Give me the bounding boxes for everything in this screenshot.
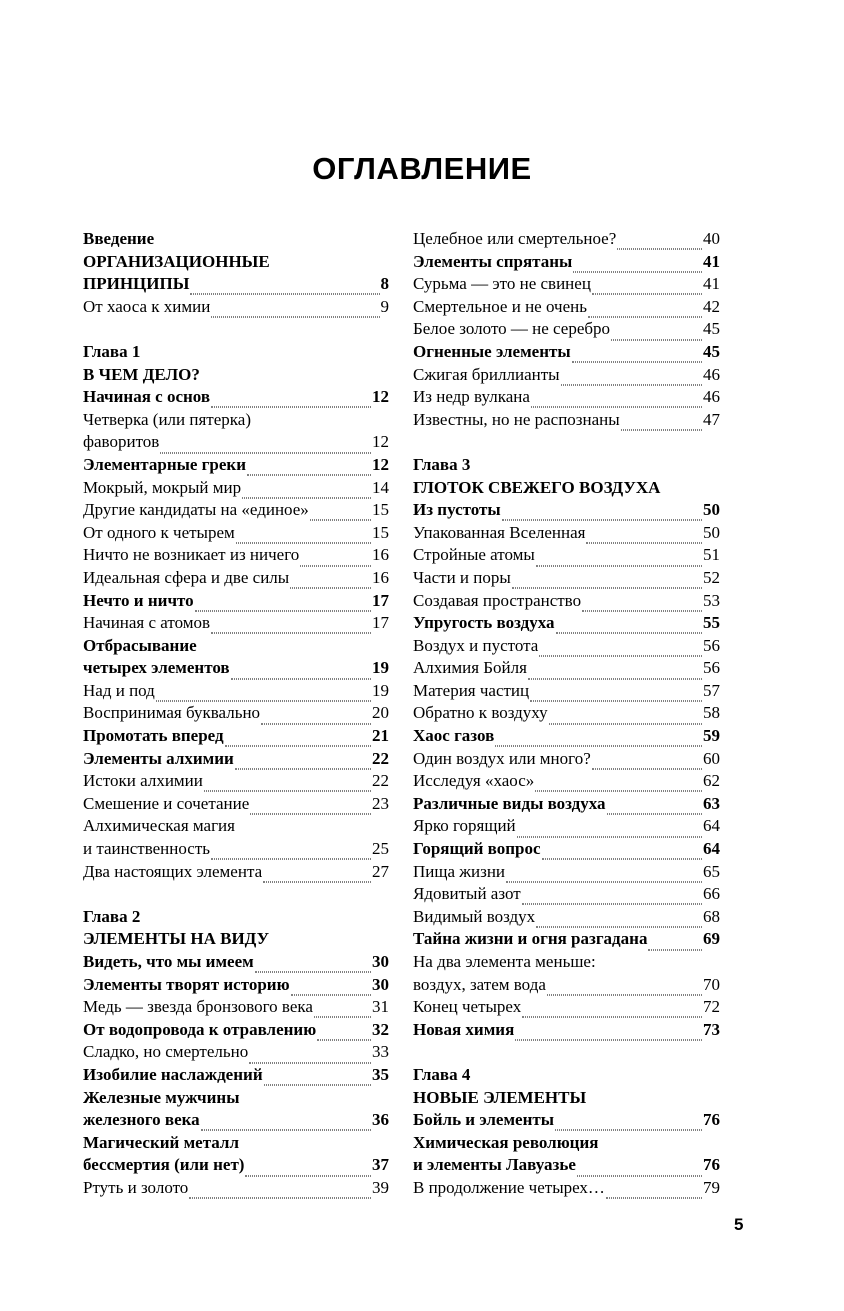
toc-entry[interactable]: [83, 793, 389, 816]
toc-entry[interactable]: [413, 273, 720, 296]
toc-entry-title: Сурьма — это не свинец: [413, 274, 591, 294]
toc-entry-page: 16: [372, 545, 389, 565]
toc-entry[interactable]: [413, 770, 720, 793]
toc-entry-page: 76: [703, 1155, 720, 1175]
dot-leader: [530, 688, 702, 701]
toc-entry-page: 9: [380, 296, 389, 316]
dot-leader: [547, 982, 702, 995]
toc-entry-title: Видеть, что мы имеем: [83, 952, 254, 971]
dot-leader: [264, 1072, 371, 1085]
toc-entry[interactable]: [413, 228, 720, 251]
dot-leader: [528, 666, 702, 679]
toc-entry-page: 27: [372, 861, 389, 881]
dot-leader: [201, 1118, 371, 1131]
toc-entry[interactable]: [83, 680, 389, 703]
toc-entry[interactable]: [83, 657, 389, 680]
toc-heading: Глава 4: [413, 1064, 471, 1084]
toc-entry-title: Видимый воздух: [413, 906, 536, 926]
toc-entry-title: Белое золото — не серебро: [413, 319, 611, 339]
dot-leader: [261, 711, 371, 724]
toc-entry[interactable]: [83, 273, 389, 296]
toc-entry-page: 65: [703, 861, 720, 881]
toc-entry-title: Тайна жизни и огня разгадана: [413, 929, 648, 949]
toc-entry-title: Начиная с основ: [83, 387, 211, 407]
toc-entry-page: 72: [703, 997, 720, 1017]
toc-entry[interactable]: [413, 1019, 720, 1042]
toc-entry[interactable]: [83, 544, 389, 567]
toc-heading: Введение: [83, 229, 155, 248]
toc-column-right: [413, 228, 720, 1200]
dot-leader: [211, 847, 371, 860]
toc-entry-title: и элементы Лавуазье: [413, 1155, 576, 1175]
toc-entry[interactable]: [83, 454, 389, 477]
toc-entry-title: Бойль и элементы: [413, 1110, 555, 1130]
toc-entry[interactable]: [83, 725, 389, 748]
toc-entry-page: 39: [372, 1177, 389, 1197]
toc-entry[interactable]: [413, 364, 720, 387]
dot-leader: [606, 1185, 702, 1198]
toc-entry-page: 57: [703, 680, 720, 700]
toc-heading: Глава 3: [413, 454, 471, 474]
toc-entry-page: 59: [703, 726, 720, 746]
dot-leader: [586, 530, 702, 543]
toc-entry-title: Промотать вперед: [83, 726, 224, 746]
toc-entry-title: Изобилие наслаждений: [83, 1064, 263, 1084]
toc-entry[interactable]: [413, 906, 720, 929]
toc-entry-title: Конец четырех: [413, 997, 522, 1017]
toc-entry[interactable]: [83, 386, 389, 409]
dot-leader: [515, 1027, 702, 1040]
toc-entry-title: Горящий вопрос: [413, 839, 541, 859]
toc-entry-page: 30: [372, 952, 389, 971]
toc-entry-page: 50: [703, 500, 720, 520]
toc-entry-title: Из пустоты: [413, 500, 501, 520]
toc-entry-page: 16: [372, 567, 389, 587]
toc-entry-page: 46: [703, 387, 720, 407]
toc-entry[interactable]: [413, 680, 720, 703]
toc-entry-title: Обратно к воздуху: [413, 703, 548, 723]
dot-leader: [290, 575, 371, 588]
toc-entry[interactable]: [413, 590, 720, 613]
toc-entry-page: 70: [703, 974, 720, 994]
toc-entry[interactable]: [413, 296, 720, 319]
toc-entry[interactable]: [413, 815, 720, 838]
dot-leader: [577, 1163, 702, 1176]
toc-entry-title: Известны, но не распознаны: [413, 409, 620, 429]
toc-entry[interactable]: [413, 974, 720, 997]
toc-entry-title: От хаоса к химии: [83, 296, 211, 316]
toc-entry[interactable]: [413, 838, 720, 861]
dot-leader: [561, 372, 702, 385]
toc-entry-title: Хаос газов: [413, 726, 495, 746]
toc-heading: Глава 2: [83, 906, 141, 926]
toc-entry-page: 52: [703, 567, 720, 587]
dot-leader: [582, 598, 702, 611]
toc-entry[interactable]: [83, 838, 389, 861]
toc-entry[interactable]: [413, 861, 720, 884]
toc-entry-title: и таинственность: [83, 839, 211, 859]
toc-spacer: [413, 1041, 720, 1064]
toc-entry[interactable]: [413, 1154, 720, 1177]
toc-entry[interactable]: [413, 1109, 720, 1132]
toc-entry-page: 69: [703, 929, 720, 949]
dot-leader: [522, 892, 702, 905]
toc-entry-page: 20: [372, 703, 389, 723]
toc-entry-page: 19: [372, 658, 389, 678]
toc-heading: Магический металл: [83, 1132, 239, 1152]
dot-leader: [549, 711, 702, 724]
dot-leader: [310, 508, 371, 521]
dot-leader: [195, 598, 371, 611]
toc-entry-title: Стройные атомы: [413, 545, 535, 565]
toc-entry[interactable]: [413, 725, 720, 748]
dot-leader: [247, 462, 371, 475]
toc-entry-page: 12: [372, 432, 389, 452]
toc-entry[interactable]: [413, 748, 720, 771]
toc-entry-page: 64: [703, 839, 720, 859]
toc-entry-page: 31: [372, 997, 389, 1017]
toc-entry-title: четырех элементов: [83, 658, 230, 678]
toc-entry[interactable]: [413, 341, 720, 364]
toc-entry-page: 63: [703, 793, 720, 813]
toc-entry[interactable]: [413, 318, 720, 341]
toc-entry-page: 45: [703, 341, 720, 361]
toc-entry[interactable]: [413, 996, 720, 1019]
toc-column-left: [83, 228, 389, 1200]
dot-leader: [556, 621, 702, 634]
toc-entry-title: Истоки алхимии: [83, 771, 203, 791]
dot-leader: [250, 801, 371, 814]
toc-entry-title: От водопровода к отравлению: [83, 1019, 317, 1039]
toc-entry-title: Новая химия: [413, 1019, 515, 1039]
toc-entry-title: Сжигая бриллианты: [413, 364, 560, 384]
dot-leader: [555, 1118, 702, 1131]
toc-entry-page: 41: [703, 274, 720, 294]
toc-heading: Железные мужчины: [83, 1087, 240, 1107]
toc-entry[interactable]: [413, 657, 720, 680]
dot-leader: [300, 553, 371, 566]
toc-entry-page: 41: [703, 251, 720, 271]
toc-entry-title: ПРИНЦИПЫ: [83, 274, 190, 294]
toc-entry-title: В продолжение четырех…: [413, 1177, 605, 1197]
toc-entry-page: 17: [372, 613, 389, 633]
toc-entry-page: 40: [703, 229, 720, 248]
toc-entry[interactable]: [83, 567, 389, 590]
toc-entry-page: 8: [380, 274, 389, 294]
toc-entry[interactable]: [413, 612, 720, 635]
toc-entry-title: Один воздух или много?: [413, 748, 591, 768]
toc-entry-page: 21: [372, 726, 389, 746]
toc-entry-title: Другие кандидаты на «единое»: [83, 500, 309, 520]
dot-leader: [314, 1005, 371, 1018]
toc-entry-page: 37: [372, 1155, 389, 1175]
toc-heading: НОВЫЕ ЭЛЕМЕНТЫ: [413, 1087, 587, 1107]
toc-entry-title: Элементы творят историю: [83, 974, 290, 994]
dot-leader: [245, 1163, 371, 1176]
dot-leader: [190, 282, 379, 295]
toc-entry-title: Ярко горящий: [413, 816, 516, 836]
toc-heading: Алхимическая магия: [83, 816, 235, 836]
toc-entry[interactable]: [83, 590, 389, 613]
dot-leader: [231, 666, 371, 679]
toc-entry-title: Материя частиц: [413, 680, 530, 700]
dot-leader: [317, 1027, 371, 1040]
dot-leader: [522, 1005, 702, 1018]
toc-entry-page: 17: [372, 590, 389, 610]
toc-entry[interactable]: [83, 748, 389, 771]
toc-entry[interactable]: [83, 522, 389, 545]
toc-entry[interactable]: [83, 1177, 389, 1200]
toc-entry[interactable]: [413, 928, 720, 951]
toc-entry-page: 64: [703, 816, 720, 836]
toc-entry[interactable]: [83, 1154, 389, 1177]
toc-entry[interactable]: [413, 567, 720, 590]
toc-entry[interactable]: [413, 251, 720, 274]
toc-entry-page: 22: [372, 748, 389, 768]
dot-leader: [512, 575, 702, 588]
dot-leader: [648, 937, 702, 950]
dot-leader: [160, 440, 371, 453]
toc-entry-title: Сладко, но смертельно: [83, 1042, 249, 1062]
dot-leader: [236, 530, 371, 543]
toc-entry-title: Алхимия Бойля: [413, 658, 527, 678]
toc-entry-title: Части и поры: [413, 567, 511, 587]
toc-entry-page: 23: [372, 793, 389, 813]
toc-entry[interactable]: [413, 522, 720, 545]
toc-entry-page: 51: [703, 545, 720, 565]
toc-entry-page: 56: [703, 635, 720, 655]
toc-entry[interactable]: [83, 477, 389, 500]
toc-entry-page: 35: [372, 1064, 389, 1084]
toc-entry[interactable]: [413, 635, 720, 658]
toc-entry-title: Пища жизни: [413, 861, 506, 881]
toc-entry-page: 60: [703, 748, 720, 768]
toc-entry-title: Медь — звезда бронзового века: [83, 997, 313, 1017]
toc-entry-page: 55: [703, 613, 720, 633]
toc-entry-page: 53: [703, 590, 720, 610]
toc-spacer: [83, 318, 389, 341]
toc-entry-page: 76: [703, 1110, 720, 1130]
toc-entry-page: 36: [372, 1110, 389, 1130]
toc-entry-title: Элементы спрятаны: [413, 251, 573, 271]
toc-entry-page: 15: [372, 522, 389, 542]
dot-leader: [242, 485, 371, 498]
dot-leader: [531, 395, 702, 408]
dot-leader: [189, 1185, 371, 1198]
toc-entry-title: Из недр вулкана: [413, 387, 530, 407]
dot-leader: [542, 847, 702, 860]
toc-entry[interactable]: [83, 431, 389, 454]
toc-entry-title: Смешение и сочетание: [83, 793, 250, 813]
toc-entry-title: фаворитов: [83, 432, 160, 452]
toc-entry-page: 14: [372, 477, 389, 497]
toc-entry-page: 42: [703, 296, 720, 316]
toc-entry-title: Целебное или смертельное?: [413, 229, 617, 248]
toc-entry-title: Ничто не возникает из ничего: [83, 545, 300, 565]
dot-leader: [611, 327, 702, 340]
toc-entry-title: Начиная с атомов: [83, 613, 211, 633]
dot-leader: [291, 982, 371, 995]
toc-entry-title: От одного к четырем: [83, 522, 235, 542]
toc-entry-page: 66: [703, 884, 720, 904]
toc-entry-title: Упругость воздуха: [413, 613, 555, 633]
toc-entry-page: 12: [372, 454, 389, 474]
toc-entry[interactable]: [413, 702, 720, 725]
toc-entry[interactable]: [83, 974, 389, 997]
page-number: 5: [734, 1215, 744, 1234]
toc-entry-page: 79: [703, 1177, 720, 1197]
toc-entry-page: 47: [703, 409, 720, 429]
dot-leader: [211, 621, 371, 634]
toc-entry-title: железного века: [83, 1110, 200, 1130]
toc-entry[interactable]: [413, 544, 720, 567]
toc-heading: Четверка (или пятерка): [83, 409, 251, 429]
toc-entry-page: 62: [703, 771, 720, 791]
toc-entry-title: Воспринимая буквально: [83, 703, 261, 723]
toc-entry-title: Два настоящих элемента: [83, 861, 263, 881]
toc-entry[interactable]: [413, 793, 720, 816]
dot-leader: [535, 779, 702, 792]
dot-leader: [592, 282, 702, 295]
dot-leader: [211, 304, 379, 317]
toc-entry-title: Идеальная сфера и две силы: [83, 567, 290, 587]
toc-entry-title: Над и под: [83, 680, 155, 700]
toc-entry-page: 12: [372, 387, 389, 407]
toc-entry-title: Исследуя «хаос»: [413, 771, 535, 791]
dot-leader: [502, 508, 702, 521]
toc-entry-page: 25: [372, 839, 389, 859]
dot-leader: [573, 259, 702, 272]
dot-leader: [225, 734, 371, 747]
toc-entry-page: 32: [372, 1019, 389, 1039]
dot-leader: [249, 1050, 371, 1063]
toc-entry-page: 68: [703, 906, 720, 926]
dot-leader: [536, 914, 702, 927]
toc-entry-page: 56: [703, 658, 720, 678]
dot-leader: [607, 801, 702, 814]
toc-entry[interactable]: [413, 1177, 720, 1200]
dot-leader: [592, 756, 702, 769]
toc-entry-title: воздух, затем вода: [413, 974, 546, 994]
toc-heading: Отбрасывание: [83, 635, 197, 655]
toc-entry-page: 45: [703, 319, 720, 339]
toc-entry-title: Смертельное и не очень: [413, 296, 587, 316]
dot-leader: [572, 349, 702, 362]
toc-entry-page: 58: [703, 703, 720, 723]
dot-leader: [539, 643, 702, 656]
toc-entry-title: Воздух и пустота: [413, 635, 539, 655]
dot-leader: [495, 734, 702, 747]
toc-entry[interactable]: [83, 951, 389, 974]
toc-heading: На два элемента меньше:: [413, 952, 596, 971]
toc-heading: ЭЛЕМЕНТЫ НА ВИДУ: [83, 929, 270, 949]
toc-entry-page: 19: [372, 680, 389, 700]
toc-entry-page: 15: [372, 500, 389, 520]
toc-entry[interactable]: [83, 296, 389, 319]
toc-entry-title: бессмертия (или нет): [83, 1155, 245, 1175]
toc-entry-title: Мокрый, мокрый мир: [83, 477, 242, 497]
toc-entry[interactable]: [83, 702, 389, 725]
dot-leader: [235, 756, 371, 769]
toc-heading: ГЛОТОК СВЕЖЕГО ВОЗДУХА: [413, 477, 661, 497]
toc-entry-page: 50: [703, 522, 720, 542]
toc-heading: В ЧЕМ ДЕЛО?: [83, 364, 200, 384]
toc-entry[interactable]: [83, 861, 389, 884]
dot-leader: [255, 960, 371, 973]
dot-leader: [156, 688, 371, 701]
toc-entry-title: Элементы алхимии: [83, 748, 234, 768]
toc-entry[interactable]: [83, 1064, 389, 1087]
toc-entry[interactable]: [413, 386, 720, 409]
toc-heading: Химическая революция: [413, 1132, 599, 1152]
toc-heading: ОРГАНИЗАЦИОННЫЕ: [83, 251, 270, 271]
dot-leader: [617, 237, 702, 250]
dot-leader: [621, 417, 702, 430]
dot-leader: [211, 395, 371, 408]
toc-entry[interactable]: [83, 1019, 389, 1042]
toc-entry-page: 33: [372, 1042, 389, 1062]
toc-entry[interactable]: [413, 883, 720, 906]
dot-leader: [517, 824, 702, 837]
toc-entry-title: Огненные элементы: [413, 341, 571, 361]
toc-entry[interactable]: [83, 1109, 389, 1132]
toc-entry[interactable]: [413, 409, 720, 432]
toc-entry[interactable]: [83, 499, 389, 522]
toc-heading: Глава 1: [83, 341, 141, 361]
page-title: ОГЛАВЛЕНИЕ: [312, 151, 532, 186]
toc-entry-title: Создавая пространство: [413, 590, 582, 610]
toc-entry-title: Различные виды воздуха: [413, 793, 606, 813]
toc-entry-page: 22: [372, 771, 389, 791]
toc-entry-title: Упакованная Вселенная: [413, 522, 586, 542]
toc-entry[interactable]: [83, 996, 389, 1019]
toc-entry[interactable]: [83, 1041, 389, 1064]
toc-entry[interactable]: [413, 499, 720, 522]
dot-leader: [204, 779, 371, 792]
toc-entry-title: Ядовитый азот: [413, 884, 521, 904]
toc-entry-page: 30: [372, 974, 389, 994]
toc-spacer: [413, 431, 720, 454]
toc-entry-title: Нечто и ничто: [83, 590, 194, 610]
dot-leader: [263, 869, 371, 882]
toc-entry-title: Ртуть и золото: [83, 1177, 189, 1197]
toc-entry-title: Элементарные греки: [83, 454, 246, 474]
dot-leader: [588, 304, 702, 317]
toc-entry-page: 46: [703, 364, 720, 384]
toc-entry-page: 73: [703, 1019, 720, 1039]
dot-leader: [506, 869, 702, 882]
toc-entry[interactable]: [83, 770, 389, 793]
toc-entry[interactable]: [83, 612, 389, 635]
toc-spacer: [83, 883, 389, 906]
dot-leader: [536, 553, 702, 566]
